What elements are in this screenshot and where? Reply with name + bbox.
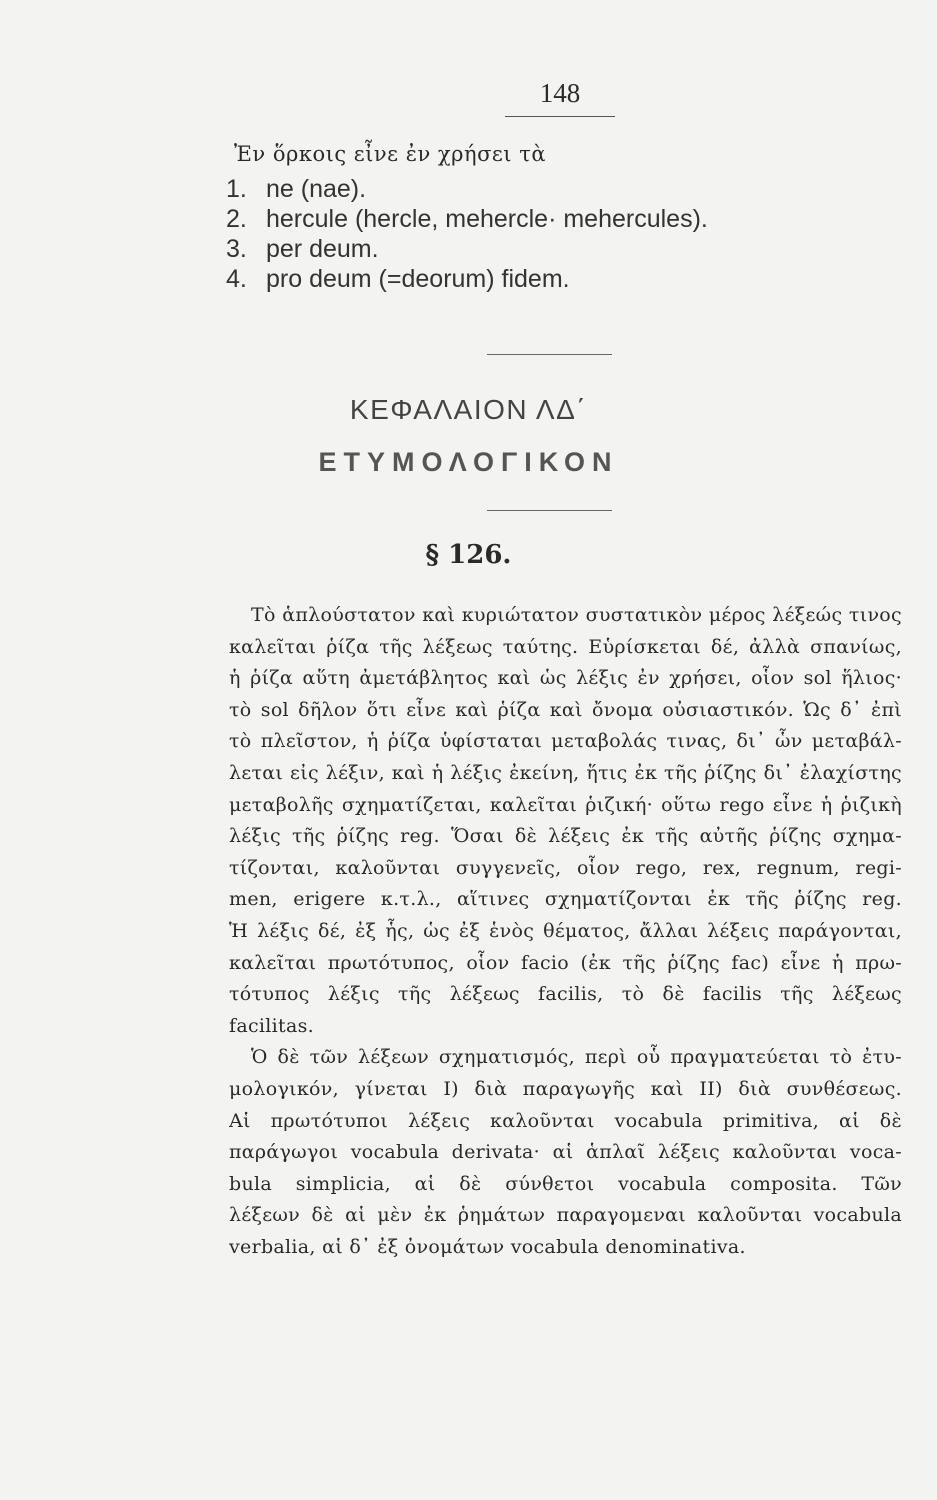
- list-item-number: 4.: [226, 265, 247, 293]
- intro-line: Ἐν ὅρκοις εἶνε ἐν χρήσει τὰ: [234, 142, 547, 166]
- list-item-text: per deum.: [266, 235, 379, 263]
- list-item: [226, 234, 708, 264]
- list-item-text: hercule (hercle, mehercle· mehercules).: [266, 205, 708, 233]
- paragraph-1-line: τίζονται, καλοῦνται συγγενεῖς, οἷον rego, rex, regnum, regi-: [229, 856, 902, 879]
- paragraph-2-line: παράγωγοι vocabula derivata· αἱ ἁπλαῖ λέξεις καλοῦνται voca-: [229, 1141, 902, 1164]
- list-item: [226, 174, 708, 204]
- chapter-title: ΚΕΦΑΛΑΙΟΝ ΛΔ΄: [349, 394, 588, 425]
- chapter-subtitle: ΕΤΥΜΟΛΟΓΙΚΟΝ: [318, 447, 619, 477]
- paragraph-2-line: verbalia, αἱ δ᾽ ἐξ ὀνομάτων vocabula denominativa.: [229, 1235, 746, 1258]
- list-item-number: 3.: [226, 235, 247, 263]
- paragraph-1-line: facilitas.: [229, 1014, 314, 1037]
- paragraph-2-line: μολογικόν, γίνεται Ι) διὰ παραγωγῆς καὶ ΙΙ) διὰ συνθέσεως.: [229, 1077, 902, 1100]
- paragraph-1-line: Ἡ λέξις δέ, ἐξ ἧς, ὡς ἐξ ἑνὸς θέματος, ἄλλαι λέξεις παράγονται,: [229, 919, 902, 942]
- paragraph-1-line: men, erigere κ.τ.λ., αἵτινες σχηματίζονται ἐκ τῆς ῥίζης reg.: [229, 888, 902, 911]
- paragraph-1-line: τὸ πλεῖστον, ἡ ῥίζα ὑφίσταται μεταβολάς τινας, δι᾽ ὧν μεταβάλ-: [229, 730, 902, 753]
- paragraph-2-line: Αἱ πρωτότυποι λέξεις καλοῦνται vocabula primitiva, αἱ δὲ: [229, 1109, 902, 1132]
- paragraph-2-line: λέξεων δὲ αἱ μὲν ἐκ ῥημάτων παραγομεναι καλοῦνται vocabula: [229, 1204, 902, 1227]
- paragraph-1-line: μεταβολῆς σχηματίζεται, καλεῖται ῥιζική· οὕτω rego εἶνε ἡ ῥιζικὴ: [229, 793, 902, 816]
- list-item-number: 1.: [226, 175, 247, 203]
- divider-rule: [487, 510, 612, 511]
- paragraph-1-line: ἡ ῥίζα αὕτη ἀμετάβλητος καὶ ὡς λέξις ἐν χρήσει, οἷον sol ἥλιος·: [229, 667, 902, 690]
- paragraph-1-line: λέξις τῆς ῥίζης reg. Ὅσαι δὲ λέξεις ἐκ τῆς αὐτῆς ῥίζης σχημα-: [229, 825, 902, 848]
- paragraph-1-line: τότυπος λέξις τῆς λέξεως facilis, τὸ δὲ facilis τῆς λέξεως: [229, 983, 902, 1006]
- paragraph-1-line: καλεῖται ῥίζα τῆς λέξεως ταύτης. Εὑρίσκεται δέ, ἀλλὰ σπανίως,: [229, 635, 902, 658]
- paragraph-2-line: bula simplicia, αἱ δὲ σύνθετοι vocabula composita. Τῶν: [229, 1172, 902, 1195]
- paragraph-1-line: λεται εἰς λέξιν, καὶ ἡ λέξις ἐκείνη, ἥτις ἐκ τῆς ῥίζης δι᾽ ἐλαχίστης: [229, 761, 902, 784]
- list-item-text: pro deum (=deorum) fidem.: [266, 265, 570, 293]
- oath-list: [226, 174, 708, 294]
- list-item-text: ne (nae).: [266, 175, 367, 203]
- list-item-number: 2.: [226, 205, 247, 233]
- paragraph-1-line: τὸ sol δῆλον ὅτι εἶνε καὶ ῥίζα καὶ ὄνομα οὐσιαστικόν. Ὡς δ᾽ ἐπὶ: [229, 698, 902, 721]
- page-number: 148: [539, 78, 581, 108]
- paragraph-1-line: καλεῖται πρωτότυπος, οἷον facio (ἐκ τῆς ῥίζης fac) εἶνε ἡ πρω-: [229, 951, 902, 974]
- paragraph-1-line: Τὸ ἁπλούστατον καὶ κυριώτατον συστατικὸν μέρος λέξεώς τινος: [251, 604, 902, 626]
- list-item: [226, 204, 708, 234]
- list-item: [226, 264, 708, 294]
- section-number: § 126.: [425, 540, 512, 570]
- body-text: [229, 600, 902, 1263]
- page-number-rule: [505, 116, 615, 117]
- divider-rule: [487, 354, 612, 355]
- paragraph-2-line: Ὁ δὲ τῶν λέξεων σχηματισμός, περὶ οὗ πραγματεύεται τὸ ἐτυ-: [251, 1046, 902, 1069]
